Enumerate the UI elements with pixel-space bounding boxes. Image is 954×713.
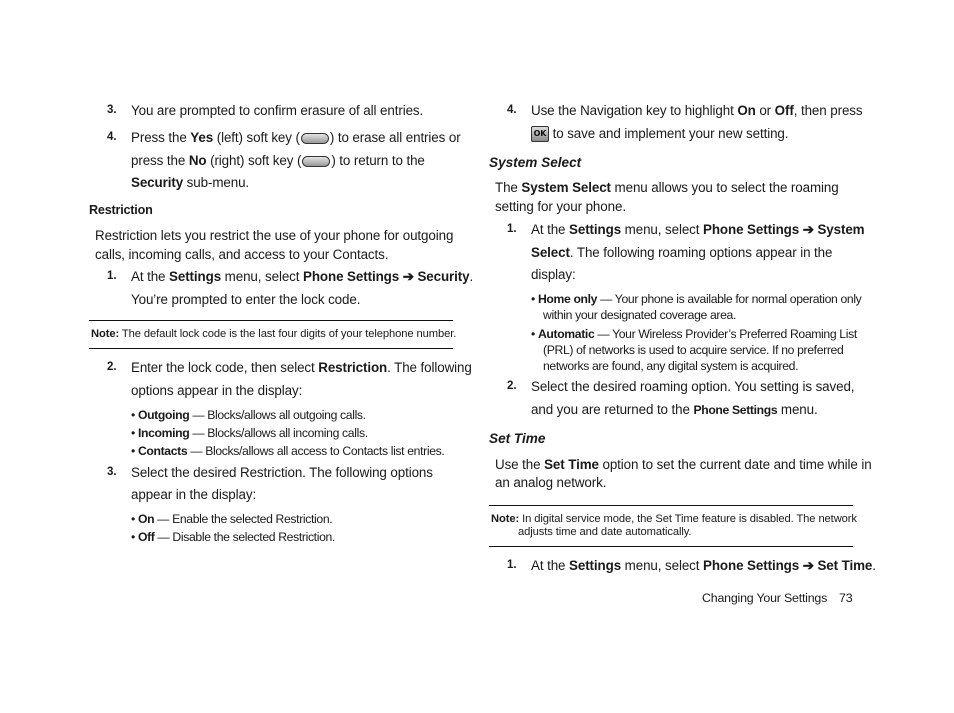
- step-text: Select. The following roaming options appear in the: [531, 245, 833, 260]
- note-bottom-rule: [489, 546, 853, 547]
- step-text: At the Settings menu, select Phone Settings ➔ Set Time.: [531, 558, 876, 573]
- paragraph-line: Restriction lets you restrict the use of your phone for outgoing: [95, 228, 454, 243]
- list-item: • Off — Disable the selected Restriction.: [131, 530, 335, 544]
- note-label: Note:: [91, 328, 120, 340]
- restriction-heading: Restriction: [89, 203, 153, 217]
- paragraph-line: setting for your phone.: [495, 199, 626, 214]
- arrow-icon: ➔: [799, 222, 818, 237]
- list-item: • Outgoing — Blocks/allows all outgoing calls.: [131, 408, 366, 422]
- list-item-continuation: (PRL) of networks is used to acquire service. If no preferred: [543, 343, 844, 357]
- step-text: You are prompted to confirm erasure of all entries.: [131, 103, 424, 118]
- step-number: 2.: [107, 361, 117, 373]
- step-text: Press the Yes (left) soft key ( ) to erase all entries or: [131, 130, 461, 145]
- list-item: • Automatic — Your Wireless Provider’s Preferred Roaming List: [531, 327, 857, 341]
- arrow-icon: ➔: [799, 558, 818, 573]
- step-number: 4.: [107, 131, 117, 143]
- step-number: 3.: [107, 104, 117, 116]
- note-continuation: adjusts time and date automatically.: [518, 526, 692, 538]
- step-text: display:: [531, 267, 576, 282]
- step-text: You’re prompted to enter the lock code.: [131, 292, 361, 307]
- step-text: OK to save and implement your new setting.: [531, 126, 788, 142]
- step-text: Security sub-menu.: [131, 175, 250, 190]
- step-number: 1.: [507, 223, 517, 235]
- list-item: • Incoming — Blocks/allows all incoming calls.: [131, 426, 368, 440]
- step-number: 2.: [507, 380, 517, 392]
- list-item: • Contacts — Blocks/allows all access to Contacts list entries.: [131, 444, 445, 458]
- paragraph-line: calls, incoming calls, and access to your Contacts.: [95, 247, 389, 262]
- step-number: 1.: [507, 559, 517, 571]
- step-number: 3.: [107, 466, 117, 478]
- list-item-continuation: networks are found, any digital system is acquired.: [543, 359, 799, 373]
- step-text: At the Settings menu, select Phone Settings ➔ Security.: [131, 269, 474, 284]
- note-bottom-rule: [89, 348, 453, 349]
- list-item-continuation: within your designated coverage area.: [543, 308, 737, 322]
- ok-key-icon: OK: [531, 126, 549, 142]
- left-soft-key-icon: [301, 133, 329, 144]
- system-select-heading: System Select: [489, 155, 582, 170]
- step-text: Select the desired Restriction. The following options: [131, 465, 433, 480]
- note: Note: In digital service mode, the Set Time feature is disabled. The network: [491, 513, 857, 525]
- security-term: Security: [131, 175, 184, 190]
- step-text: appear in the display:: [131, 487, 257, 502]
- step-text: Enter the lock code, then select Restriction. The following: [131, 360, 472, 375]
- step-text: and you are returned to the Phone Settings menu.: [531, 402, 818, 417]
- step-text: At the Settings menu, select Phone Settings ➔ System: [531, 222, 865, 237]
- yes-term: Yes: [190, 130, 214, 145]
- step-text: Select the desired roaming option. You setting is saved,: [531, 379, 855, 394]
- step-number: 1.: [107, 270, 117, 282]
- list-item: • Home only — Your phone is available for normal operation only: [531, 292, 862, 306]
- note-top-rule: [89, 320, 453, 321]
- arrow-icon: ➔: [399, 269, 418, 284]
- note-top-rule: [489, 505, 853, 506]
- paragraph-line: Use the Set Time option to set the current date and time while in: [495, 457, 872, 472]
- step-number: 4.: [507, 104, 517, 116]
- step-text: Use the Navigation key to highlight On or Off, then press: [531, 103, 863, 118]
- step-text: options appear in the display:: [131, 383, 303, 398]
- paragraph-line: an analog network.: [495, 475, 607, 490]
- no-term: No: [188, 153, 207, 168]
- footer-section-title: Changing Your Settings: [702, 591, 828, 605]
- list-item: • On — Enable the selected Restriction.: [131, 512, 333, 526]
- set-time-heading: Set Time: [489, 431, 546, 446]
- note-label: Note:: [491, 513, 520, 525]
- note: Note: The default lock code is the last four digits of your telephone number.: [91, 328, 457, 340]
- right-soft-key-icon: [302, 156, 330, 167]
- page-number: 73: [839, 591, 853, 605]
- step-text: press the No (right) soft key ( ) to return to the: [131, 153, 425, 168]
- paragraph-line: The System Select menu allows you to select the roaming: [495, 180, 839, 195]
